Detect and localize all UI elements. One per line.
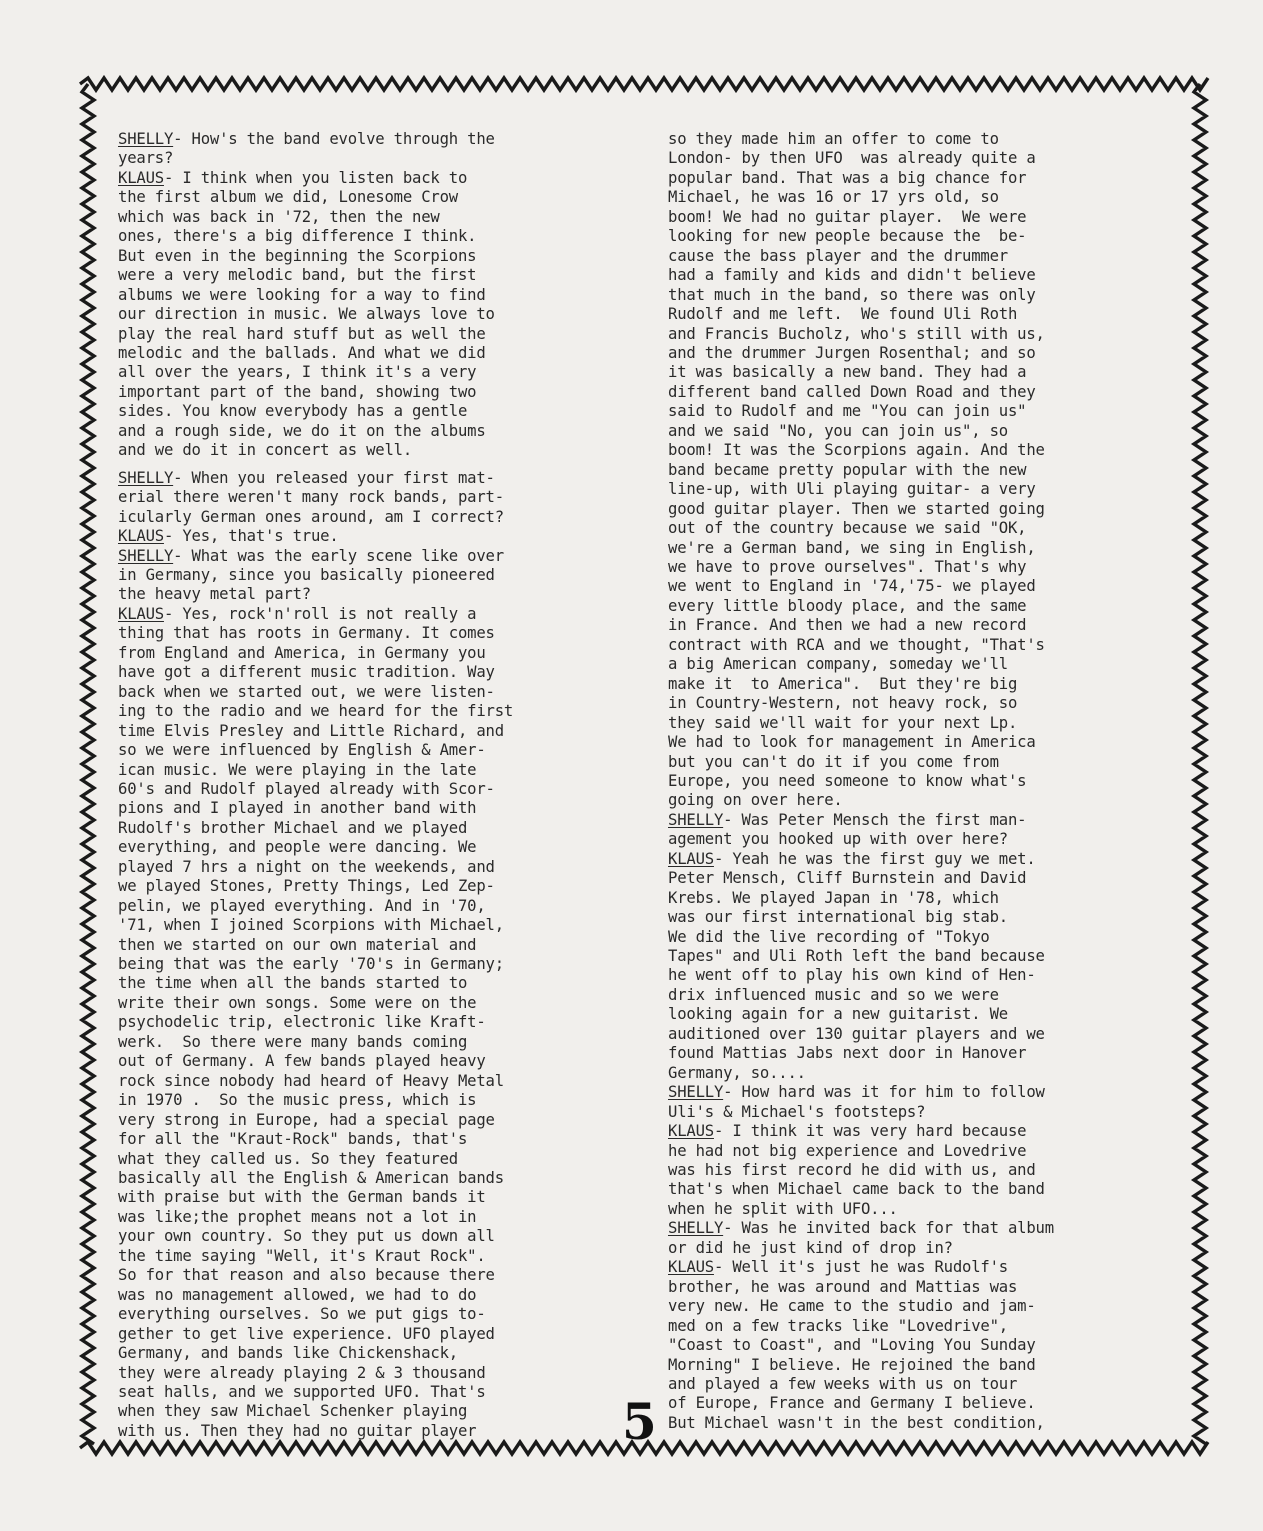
text-line: - Well it's just he was Rudolf's bbox=[713, 1258, 1008, 1277]
article-right-column bbox=[668, 130, 1158, 1433]
text-line: so we were influenced by English & Amer- bbox=[118, 741, 486, 760]
text-line: all over the years, I think it's a very bbox=[118, 363, 477, 382]
text-line: everything ourselves. So we put gigs to- bbox=[118, 1305, 486, 1324]
speaker-name: SHELLY bbox=[668, 1219, 724, 1238]
text-line: thing that has roots in Germany. It comes bbox=[118, 624, 495, 643]
text-line: pelin, we played everything. And in '70, bbox=[118, 896, 486, 915]
text-line: Uli's & Michael's footsteps? bbox=[668, 1102, 926, 1121]
text-line: ican music. We were playing in the late bbox=[118, 760, 477, 779]
text-line: - What was the early scene like over bbox=[173, 546, 504, 565]
speaker-name: KLAUS bbox=[668, 849, 714, 868]
text-line: years? bbox=[118, 149, 174, 168]
text-line: we played Stones, Pretty Things, Led Zep- bbox=[118, 877, 495, 896]
speaker-name: SHELLY bbox=[668, 1083, 724, 1102]
text-line: time Elvis Presley and Little Richard, and bbox=[118, 721, 504, 740]
interview-paragraph bbox=[668, 811, 1158, 850]
text-line: the heavy metal part? bbox=[118, 585, 311, 604]
text-line: erial there weren't many rock bands, part- bbox=[118, 488, 504, 507]
text-line: with praise but with the German bands it bbox=[118, 1188, 486, 1207]
text-line: was his first record he did with us, and bbox=[668, 1161, 1036, 1180]
text-line: it was basically a new band. They had a bbox=[668, 363, 1027, 382]
text-line: played 7 hrs a night on the weekends, and bbox=[118, 857, 495, 876]
text-line: Michael, he was 16 or 17 yrs old, so bbox=[668, 188, 999, 207]
text-line: - Was he invited back for that album bbox=[723, 1219, 1054, 1238]
text-line: - When you released your first mat- bbox=[173, 468, 495, 487]
speaker-name: KLAUS bbox=[668, 1258, 714, 1277]
text-line: London- by then UFO was already quite a bbox=[668, 149, 1036, 168]
page-number: 5 bbox=[622, 1392, 657, 1451]
text-line: - I think when you listen back to bbox=[163, 168, 468, 187]
text-line: Krebs. We played Japan in '78, which bbox=[668, 888, 999, 907]
text-line: the time when all the bands started to bbox=[118, 974, 468, 993]
text-line: looking again for a new guitarist. We bbox=[668, 1005, 1008, 1024]
text-line: we went to England in '74,'75- we played bbox=[668, 577, 1036, 596]
text-line: in France. And then we had a new record bbox=[668, 616, 1027, 635]
speaker-name: SHELLY bbox=[118, 468, 174, 487]
text-line: - How's the band evolve through the bbox=[173, 130, 495, 148]
text-line: ones, there's a big difference I think. bbox=[118, 227, 477, 246]
text-line: found Mattias Jabs next door in Hanover bbox=[668, 1044, 1027, 1063]
text-line: cause the bass player and the drummer bbox=[668, 246, 1008, 265]
text-line: gether to get live experience. UFO played bbox=[118, 1324, 495, 1343]
text-line: going on over here. bbox=[668, 791, 843, 810]
text-line: what they called us. So they featured bbox=[118, 1149, 458, 1168]
text-line: Rudolf and me left. We found Uli Roth bbox=[668, 305, 1018, 324]
text-line: pions and I played in another band with bbox=[118, 799, 477, 818]
text-line: Tapes" and Uli Roth left the band because bbox=[668, 947, 1045, 966]
text-line: play the real hard stuff but as well the bbox=[118, 324, 486, 343]
speaker-name: SHELLY bbox=[118, 546, 174, 565]
text-line: werk. So there were many bands coming bbox=[118, 1032, 468, 1051]
text-line: important part of the band, showing two bbox=[118, 382, 477, 401]
interview-paragraph bbox=[668, 850, 1158, 1083]
text-line: write their own songs. Some were on the bbox=[118, 993, 477, 1012]
text-line: very new. He came to the studio and jam- bbox=[668, 1297, 1036, 1316]
speaker-name: KLAUS bbox=[668, 1122, 714, 1141]
interview-paragraph bbox=[118, 527, 628, 546]
text-line: make it to America". But they're big bbox=[668, 674, 1018, 693]
text-line: - I think it was very hard because bbox=[713, 1122, 1027, 1141]
text-line: a big American company, someday we'll bbox=[668, 655, 1008, 674]
text-line: ing to the radio and we heard for the first bbox=[118, 702, 514, 721]
text-line: he had not big experience and Lovedrive bbox=[668, 1141, 1027, 1160]
text-line: had a family and kids and didn't believe bbox=[668, 266, 1036, 285]
text-line: '71, when I joined Scorpions with Michael, bbox=[118, 916, 504, 935]
text-line: in 1970 . So the music press, which is bbox=[118, 1091, 477, 1110]
text-line: that much in the band, so there was only bbox=[668, 285, 1036, 304]
text-line: they were already playing 2 & 3 thousand bbox=[118, 1363, 486, 1382]
text-line: and played a few weeks with us on tour bbox=[668, 1375, 1018, 1393]
text-line: and a rough side, we do it on the albums bbox=[118, 421, 486, 440]
text-line: out of the country because we said "OK, bbox=[668, 519, 1027, 538]
text-line: the time saying "Well, it's Kraut Rock". bbox=[118, 1246, 486, 1265]
text-line: he went off to play his own kind of Hen- bbox=[668, 966, 1036, 985]
text-line: every little bloody place, and the same bbox=[668, 596, 1027, 615]
text-line: albums we were looking for a way to find bbox=[118, 285, 486, 304]
text-line: of Europe, France and Germany I believe. bbox=[668, 1394, 1036, 1413]
text-line: looking for new people because the be- bbox=[668, 227, 1027, 246]
text-line: different band called Down Road and they bbox=[668, 382, 1036, 401]
text-line: - Yes, rock'n'roll is not really a bbox=[163, 604, 477, 623]
text-line: were a very melodic band, but the first bbox=[118, 266, 477, 285]
speaker-name: KLAUS bbox=[118, 527, 164, 546]
text-line: med on a few tracks like "Lovedrive", bbox=[668, 1316, 1008, 1335]
text-line: Germany, and bands like Chickenshack, bbox=[118, 1344, 458, 1363]
text-line: We did the live recording of "Tokyo bbox=[668, 927, 990, 946]
text-line: or did he just kind of drop in? bbox=[668, 1238, 953, 1257]
text-line: when they saw Michael Schenker playing bbox=[118, 1402, 468, 1421]
text-line: boom! It was the Scorpions again. And the bbox=[668, 441, 1045, 460]
interview-paragraph bbox=[118, 130, 628, 169]
text-line: from England and America, in Germany you bbox=[118, 643, 486, 662]
text-line: melodic and the ballads. And what we did bbox=[118, 343, 486, 362]
text-line: and the drummer Jurgen Rosenthal; and so bbox=[668, 343, 1036, 362]
text-line: and we do it in concert as well. bbox=[118, 441, 413, 460]
text-line: that's when Michael came back to the band bbox=[668, 1180, 1045, 1199]
speaker-name: SHELLY bbox=[668, 810, 724, 829]
text-line: they said we'll wait for your next Lp. bbox=[668, 713, 1018, 732]
text-line: was our first international big stab. bbox=[668, 908, 1008, 927]
text-line: - Yeah he was the first guy we met. bbox=[713, 849, 1036, 868]
text-line: boom! We had no guitar player. We were bbox=[668, 207, 1027, 226]
text-line: Peter Mensch, Cliff Burnstein and David bbox=[668, 869, 1027, 888]
text-line: but you can't do it if you come from bbox=[668, 752, 999, 771]
text-line: back when we started out, we were listen- bbox=[118, 682, 495, 701]
text-line: sides. You know everybody has a gentle bbox=[118, 402, 468, 421]
text-line: in Country-Western, not heavy rock, so bbox=[668, 694, 1018, 713]
text-line: "Coast to Coast", and "Loving You Sunday bbox=[668, 1336, 1036, 1355]
text-line: basically all the English & American bands bbox=[118, 1169, 504, 1188]
text-line: with us. Then they had no guitar player bbox=[118, 1421, 477, 1440]
interview-paragraph bbox=[668, 1219, 1158, 1258]
text-line: Rudolf's brother Michael and we played bbox=[118, 818, 468, 837]
speaker-name: SHELLY bbox=[118, 130, 174, 148]
interview-paragraph bbox=[118, 605, 628, 1441]
text-line: drix influenced music and so we were bbox=[668, 985, 999, 1004]
text-line: line-up, with Uli playing guitar- a very bbox=[668, 480, 1036, 499]
speaker-name: KLAUS bbox=[118, 168, 164, 187]
interview-paragraph bbox=[668, 1083, 1158, 1122]
text-line: have got a different music tradition. Way bbox=[118, 663, 495, 682]
text-line: - Was Peter Mensch the first man- bbox=[723, 810, 1027, 829]
interview-paragraph bbox=[668, 130, 1158, 811]
text-line: our direction in music. We always love to bbox=[118, 305, 495, 324]
text-line: So for that reason and also because there bbox=[118, 1266, 495, 1285]
text-line: rock since nobody had heard of Heavy Metal bbox=[118, 1071, 504, 1090]
text-line: brother, he was around and Mattias was bbox=[668, 1277, 1018, 1296]
text-line: Germany, so.... bbox=[668, 1063, 806, 1082]
text-line: But even in the beginning the Scorpions bbox=[118, 246, 477, 265]
article-left-column bbox=[118, 130, 628, 1441]
text-line: very strong in Europe, had a special page bbox=[118, 1110, 495, 1129]
text-line: 60's and Rudolf played already with Scor- bbox=[118, 779, 495, 798]
text-line: - How hard was it for him to follow bbox=[723, 1083, 1045, 1102]
interview-paragraph bbox=[668, 1258, 1158, 1433]
text-line: was no management allowed, we had to do bbox=[118, 1285, 477, 1304]
text-line: was like;the prophet means not a lot in bbox=[118, 1207, 477, 1226]
text-line: seat halls, and we supported UFO. That's bbox=[118, 1383, 486, 1401]
speaker-name: KLAUS bbox=[118, 604, 164, 623]
text-line: and we said "No, you can join us", so bbox=[668, 421, 1008, 440]
text-line: your own country. So they put us down all bbox=[118, 1227, 495, 1246]
text-line: so they made him an offer to come to bbox=[668, 130, 999, 148]
text-line: everything, and people were dancing. We bbox=[118, 838, 477, 857]
text-line: psychodelic trip, electronic like Kraft- bbox=[118, 1013, 486, 1032]
text-line: the first album we did, Lonesome Crow bbox=[118, 188, 458, 207]
text-line: in Germany, since you basically pioneered bbox=[118, 565, 495, 584]
text-line: good guitar player. Then we started going bbox=[668, 499, 1045, 518]
interview-paragraph bbox=[668, 1122, 1158, 1219]
interview-paragraph bbox=[118, 169, 628, 461]
interview-paragraph bbox=[118, 469, 628, 527]
text-line: But Michael wasn't in the best condition, bbox=[668, 1413, 1045, 1432]
text-line: for all the "Kraut-Rock" bands, that's bbox=[118, 1130, 468, 1149]
text-line: icularly German ones around, am I correct? bbox=[118, 507, 504, 526]
text-line: - Yes, that's true. bbox=[163, 527, 339, 546]
text-line: contract with RCA and we thought, "That's bbox=[668, 635, 1045, 654]
text-line: we're a German band, we sing in English, bbox=[668, 538, 1036, 557]
text-line: we have to prove ourselves". That's why bbox=[668, 557, 1027, 576]
text-line: then we started on our own material and bbox=[118, 935, 477, 954]
text-line: We had to look for management in America bbox=[668, 733, 1036, 752]
text-line: agement you hooked up with over here? bbox=[668, 830, 1008, 849]
text-line: popular band. That was a big chance for bbox=[668, 168, 1027, 187]
interview-paragraph bbox=[118, 547, 628, 605]
text-line: out of Germany. A few bands played heavy bbox=[118, 1052, 486, 1071]
text-line: Morning" I believe. He rejoined the band bbox=[668, 1355, 1036, 1374]
text-line: being that was the early '70's in Germany; bbox=[118, 955, 504, 974]
text-line: which was back in '72, then the new bbox=[118, 207, 440, 226]
text-line: said to Rudolf and me "You can join us" bbox=[668, 402, 1027, 421]
text-line: when he split with UFO... bbox=[668, 1199, 898, 1218]
text-line: and Francis Bucholz, who's still with us, bbox=[668, 324, 1045, 343]
text-line: band became pretty popular with the new bbox=[668, 460, 1027, 479]
text-line: auditioned over 130 guitar players and we bbox=[668, 1024, 1045, 1043]
text-line: Europe, you need someone to know what's bbox=[668, 771, 1027, 790]
